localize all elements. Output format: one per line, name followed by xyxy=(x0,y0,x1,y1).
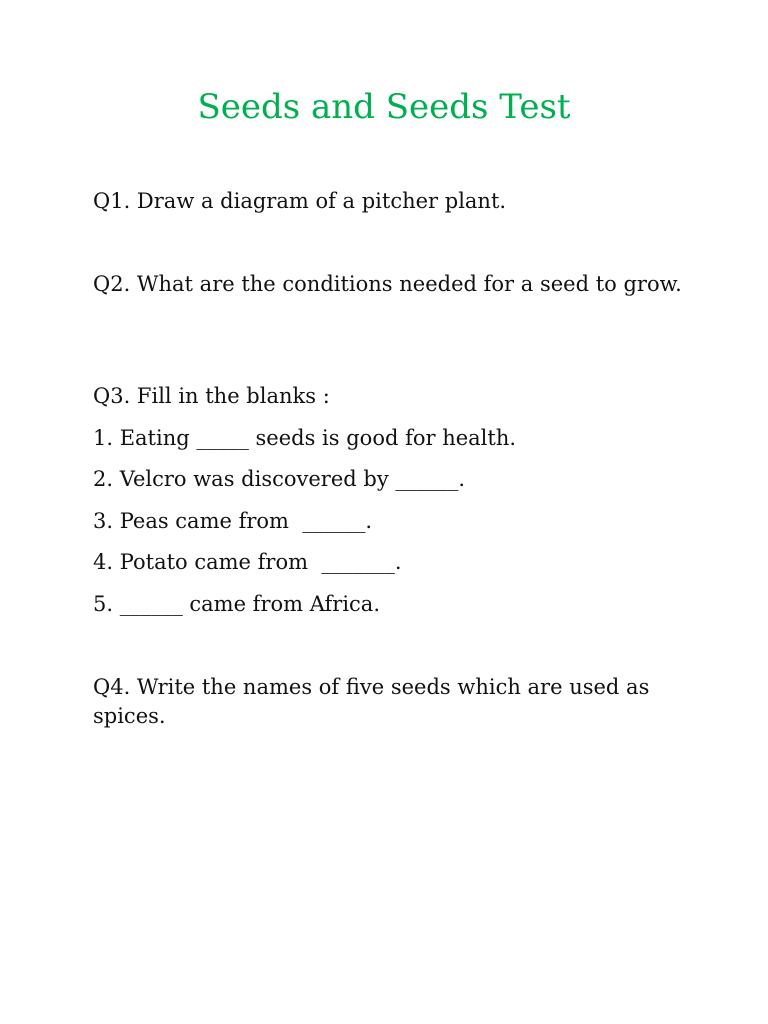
page-title: Seeds and Seeds Test xyxy=(197,87,571,127)
fill-blank-item-5: 5. ______ came from Africa. xyxy=(93,592,381,616)
fill-blank-item-4: 4. Potato came from _______. xyxy=(93,550,402,574)
question-1: Q1. Draw a diagram of a pitcher plant. xyxy=(93,189,507,213)
question-3: Q3. Fill in the blanks : xyxy=(93,384,330,408)
question-2: Q2. What are the conditions needed for a seed to grow. xyxy=(93,272,682,296)
fill-blank-item-1: 1. Eating _____ seeds is good for health. xyxy=(93,426,517,450)
fill-blank-item-3: 3. Peas came from ______. xyxy=(93,509,372,533)
fill-blank-item-2: 2. Velcro was discovered by ______. xyxy=(93,467,466,491)
question-4: Q4. Write the names of five seeds which are used as spices. xyxy=(93,675,657,728)
